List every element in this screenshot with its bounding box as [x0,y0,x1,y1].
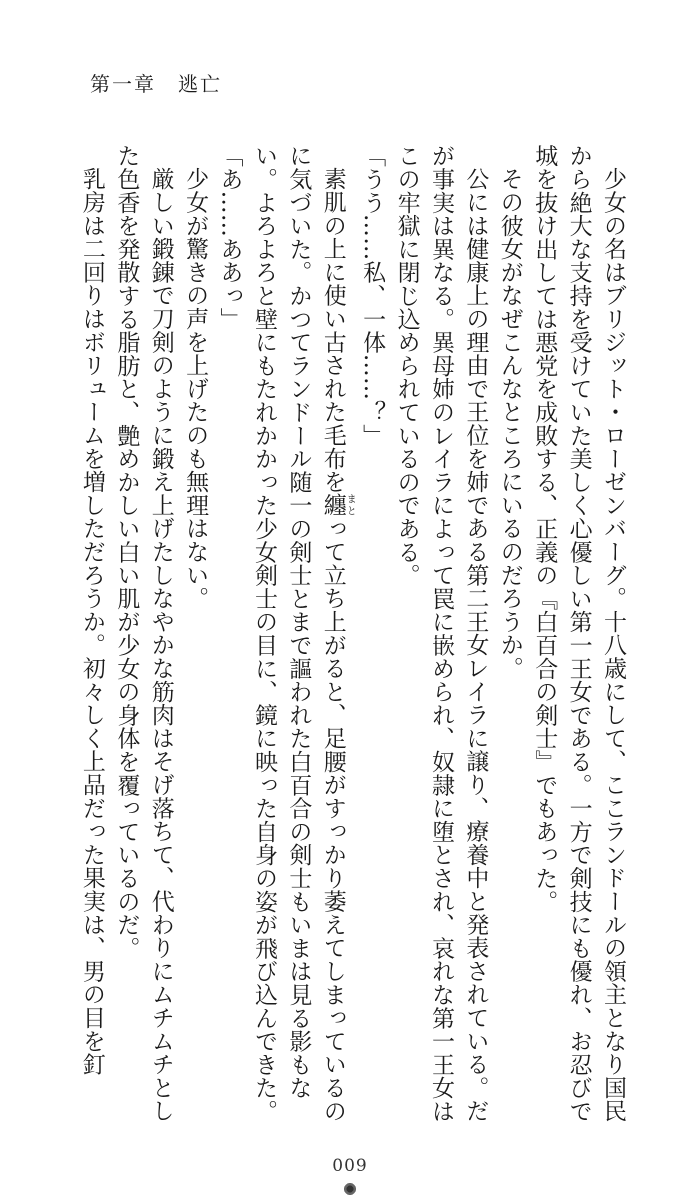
paragraph: 厳しい鍛錬で刀剣のように鍛え上げたしなやかな筋肉はそげ落ちて、代わりにムチムチとした色香を発散する脂肪と、艶めかしい白い肌が少女の身体を覆っているのだ。 [113,144,174,1123]
paragraph [247,144,355,1144]
ruby-base: 纏 [319,493,346,517]
chapter-header [90,68,222,97]
paragraph: 乳房は二回りはボリュームを増しただろうか。初々しく上品だった果実は、男の目を釘 [78,167,105,1076]
paragraph: 少女の名はブリジット・ローゼンバーグ。十八歳にして、ここランドールの領主となり国民から絶大な支持を受けていた美しく心優しい第一王女である。一方で剣技にも優れ、お忍びで城を抜け出しては悪党を成敗する、正義の『白百合の剣士』でもあった。 [531,144,626,1123]
body-text [50,144,630,1144]
page-ornament-icon [343,1182,357,1196]
chapter-title: 逃亡 [178,72,222,96]
paragraph: その彼女がなぜこんなところにいるのだろうか。 [496,167,523,680]
ruby-annotation [319,493,356,517]
paragraph: 少女が驚きの声を上げたのも無理はない。 [182,167,209,610]
dialogue-line: 「あ……ああっ」 [216,144,243,331]
text-segment: って立ち上がると、足腰がすっかり萎えてしまっているのに気づいた。かつてランドール随一の剣士とまで謳われた白百合の剣士もいまは見る影もない。よろよろと壁にもたれかかった少女剣士の目に、鏡に映った自身の姿が飛び込んできた。 [250,144,346,1123]
chapter-number: 第一章 [90,72,156,96]
page-number: 009 [332,1156,368,1176]
text-segment: 素肌の上に使い古された毛布を [319,167,346,494]
dialogue-line: 「うう……私、一体……？」 [359,144,386,447]
paragraph: 公には健康上の理由で王位を姉である第二王女レイラに譲り、療養中と発表されている。だが事実は異なる。異母姉のレイラによって罠に嵌められ、奴隷に堕とされ、哀れな第一王女はこの牢獄に閉じ込められているのである。 [393,144,489,1123]
ruby-reading: まと [344,493,356,517]
